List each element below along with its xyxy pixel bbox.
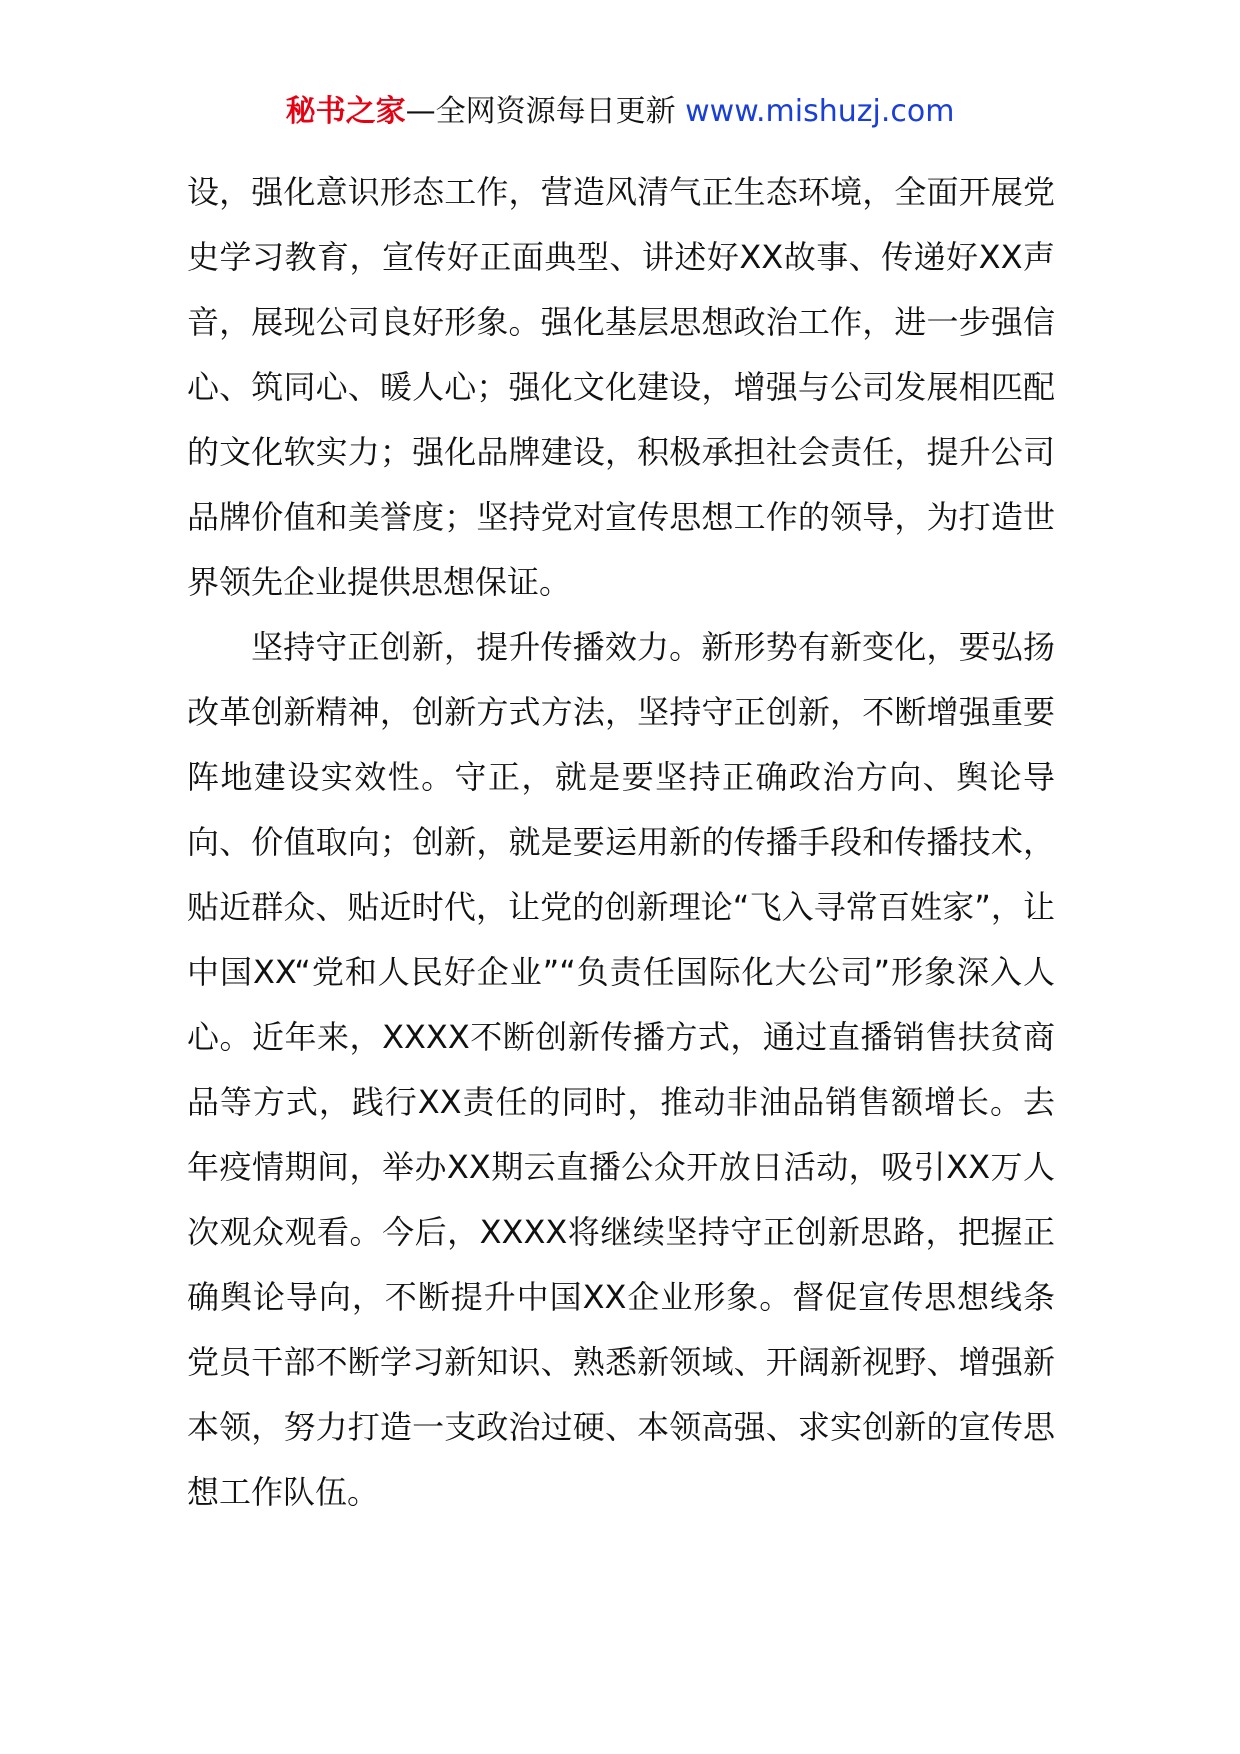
paragraph-innovation: 坚持守正创新，提升传播效力。新形势有新变化，要弘扬改革创新精神，创新方式方法，坚持守正创新，不断增强重要阵地建设实效性。守正，就是要坚持正确政治方向、舆论导向、价值取向；创新，就是要运用新的传播手段和传播技术，贴近群众、贴近时代，让党的创新理论“飞入寻常百姓家”，让中国XX“党和人民好企业”“负责任国际化大公司”形象深入人心。近年来，XXXX不断创新传播方式，通过直播销售扶贫商品等方式，践行XX责任的同时，推动非油品销售额增长。去年疫情期间，举办XX期云直播公众开放日活动，吸引XX万人次观众观看。今后，XXXX将继续坚持守正创新思路，把握正确舆论导向，不断提升中国XX企业形象。督促宣传思想线条党员干部不断学习新知识、熟悉新领域、开阔新视野、增强新本领，努力打造一支政治过硬、本领高强、求实创新的宣传思想工作队伍。 bbox=[187, 628, 1055, 1511]
site-url-link[interactable]: www.mishuzj.com bbox=[685, 94, 955, 129]
document-body bbox=[187, 160, 1055, 1525]
header-tagline: —全网资源每日更新 bbox=[405, 94, 686, 129]
brand-name: 秘书之家 bbox=[285, 94, 406, 129]
page-header bbox=[0, 92, 1240, 132]
paragraph-continued: 设，强化意识形态工作，营造风清气正生态环境，全面开展党史学习教育，宣传好正面典型、讲述好XX故事、传递好XX声音，展现公司良好形象。强化基层思想政治工作，进一步强信心、筑同心、暖人心；强化文化建设，增强与公司发展相匹配的文化软实力；强化品牌建设，积极承担社会责任，提升公司品牌价值和美誉度；坚持党对宣传思想工作的领导，为打造世界领先企业提供思想保证。 bbox=[187, 173, 1055, 601]
